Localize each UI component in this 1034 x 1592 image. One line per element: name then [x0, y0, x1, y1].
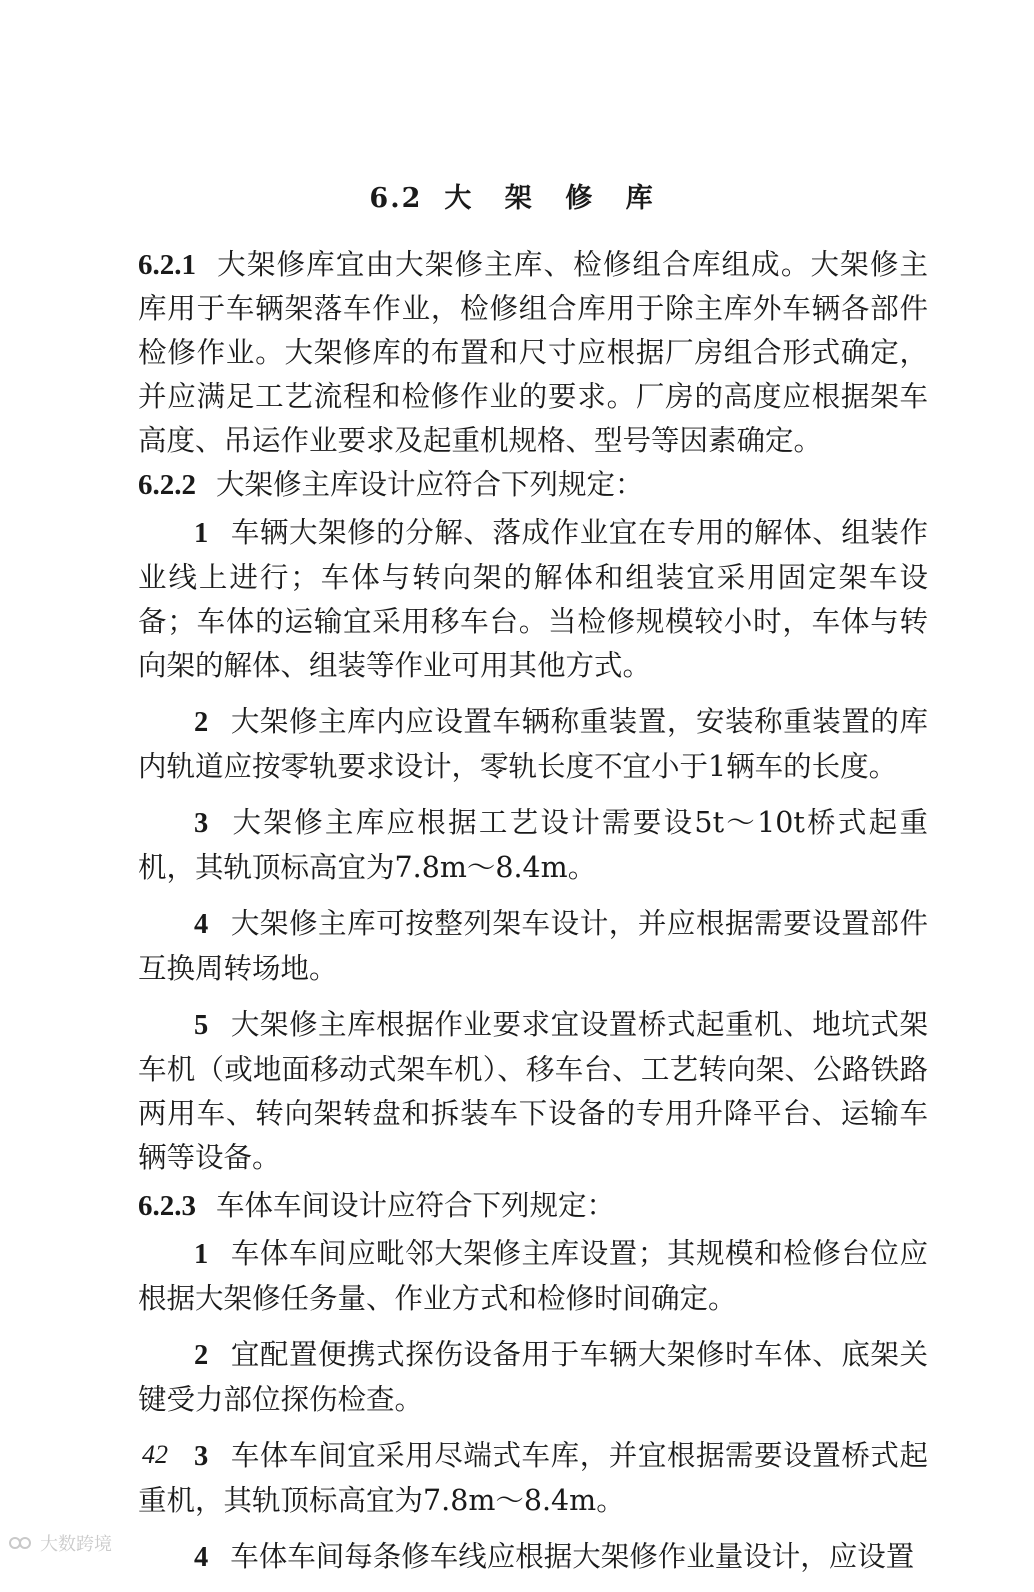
clause-6-2-2-item-1	[138, 511, 928, 688]
clause-6-2-2	[138, 463, 928, 507]
clause-6-2-3	[138, 1184, 928, 1228]
clause-6-2-2-item-3	[138, 801, 928, 890]
item-number: 3	[194, 808, 209, 839]
section-title: 大 架 修 库	[444, 183, 665, 214]
clause-6-2-1	[138, 243, 928, 463]
clause-number: 6.2.2	[138, 469, 196, 501]
item-number: 1	[194, 518, 209, 549]
document-body	[138, 243, 928, 1592]
watermark-logo-icon	[8, 1535, 36, 1551]
clause-text: 大架修主库设计应符合下列规定：	[216, 468, 644, 501]
item-text: 车体车间宜采用尽端式车库，并宜根据需要设置桥式起重机，其轨顶标高宜为7.8m～8.4m。	[138, 1439, 928, 1517]
clause-6-2-3-item-1	[138, 1232, 928, 1321]
clause-text: 车体车间设计应符合下列规定：	[216, 1189, 616, 1222]
item-number: 4	[194, 909, 209, 940]
item-text: 大架修主库根据作业要求宜设置桥式起重机、地坑式架车机（或地面移动式架车机）、移车台、工艺转向架、公路铁路两用车、转向架转盘和拆装车下设备的专用升降平台、运输车辆等设备。	[138, 1008, 928, 1174]
clause-6-2-2-item-2	[138, 700, 928, 789]
item-text: 宜配置便携式探伤设备用于车辆大架修时车体、底架关键受力部位探伤检查。	[138, 1338, 928, 1416]
watermark	[8, 1530, 112, 1556]
item-text: 车辆大架修的分解、落成作业宜在专用的解体、组装作业线上进行；车体与转向架的解体和组装宜采用固定架车设备；车体的运输宜采用移车台。当检修规模较小时，车体与转向架的解体、组装等作业可用其他方式。	[138, 516, 928, 682]
clause-6-2-2-item-4	[138, 902, 928, 991]
item-number: 4	[194, 1542, 209, 1573]
item-text: 大架修主库可按整列架车设计，并应根据需要设置部件互换周转场地。	[138, 907, 928, 985]
clause-6-2-3-item-3	[138, 1434, 928, 1523]
clause-6-2-3-item-4	[138, 1535, 928, 1580]
item-number: 5	[194, 1010, 209, 1041]
item-number: 2	[194, 707, 209, 738]
item-number: 3	[194, 1441, 209, 1472]
section-heading	[0, 176, 1034, 215]
item-number: 1	[194, 1239, 209, 1270]
clause-number: 6.2.1	[138, 249, 196, 281]
item-text: 车体车间每条修车线应根据大架修作业量设计，应设置	[230, 1540, 915, 1573]
item-text: 大架修主库内应设置车辆称重装置，安装称重装置的库内轨道应按零轨要求设计，零轨长度不宜小于1辆车的长度。	[138, 705, 928, 783]
clause-number: 6.2.3	[138, 1190, 196, 1222]
item-number: 2	[194, 1340, 209, 1371]
clause-6-2-2-item-5	[138, 1003, 928, 1180]
section-number: 6.2	[369, 183, 423, 214]
item-text: 车体车间应毗邻大架修主库设置；其规模和检修台位应根据大架修任务量、作业方式和检修时间确定。	[138, 1237, 928, 1315]
clause-text: 大架修库宜由大架修主库、检修组合库组成。大架修主库用于车辆架落车作业，检修组合库用于除主库外车辆各部件检修作业。大架修库的布置和尺寸应根据厂房组合形式确定，并应满足工艺流程和检修作业的要求。厂房的高度应根据架车高度、吊运作业要求及起重机规格、型号等因素确定。	[138, 248, 928, 457]
item-text: 大架修主库应根据工艺设计需要设5t～10t桥式起重机，其轨顶标高宜为7.8m～8.4m。	[138, 806, 928, 884]
clause-6-2-3-item-2	[138, 1333, 928, 1422]
page-number: 42	[142, 1440, 168, 1469]
watermark-text: 大数跨境	[40, 1534, 112, 1555]
